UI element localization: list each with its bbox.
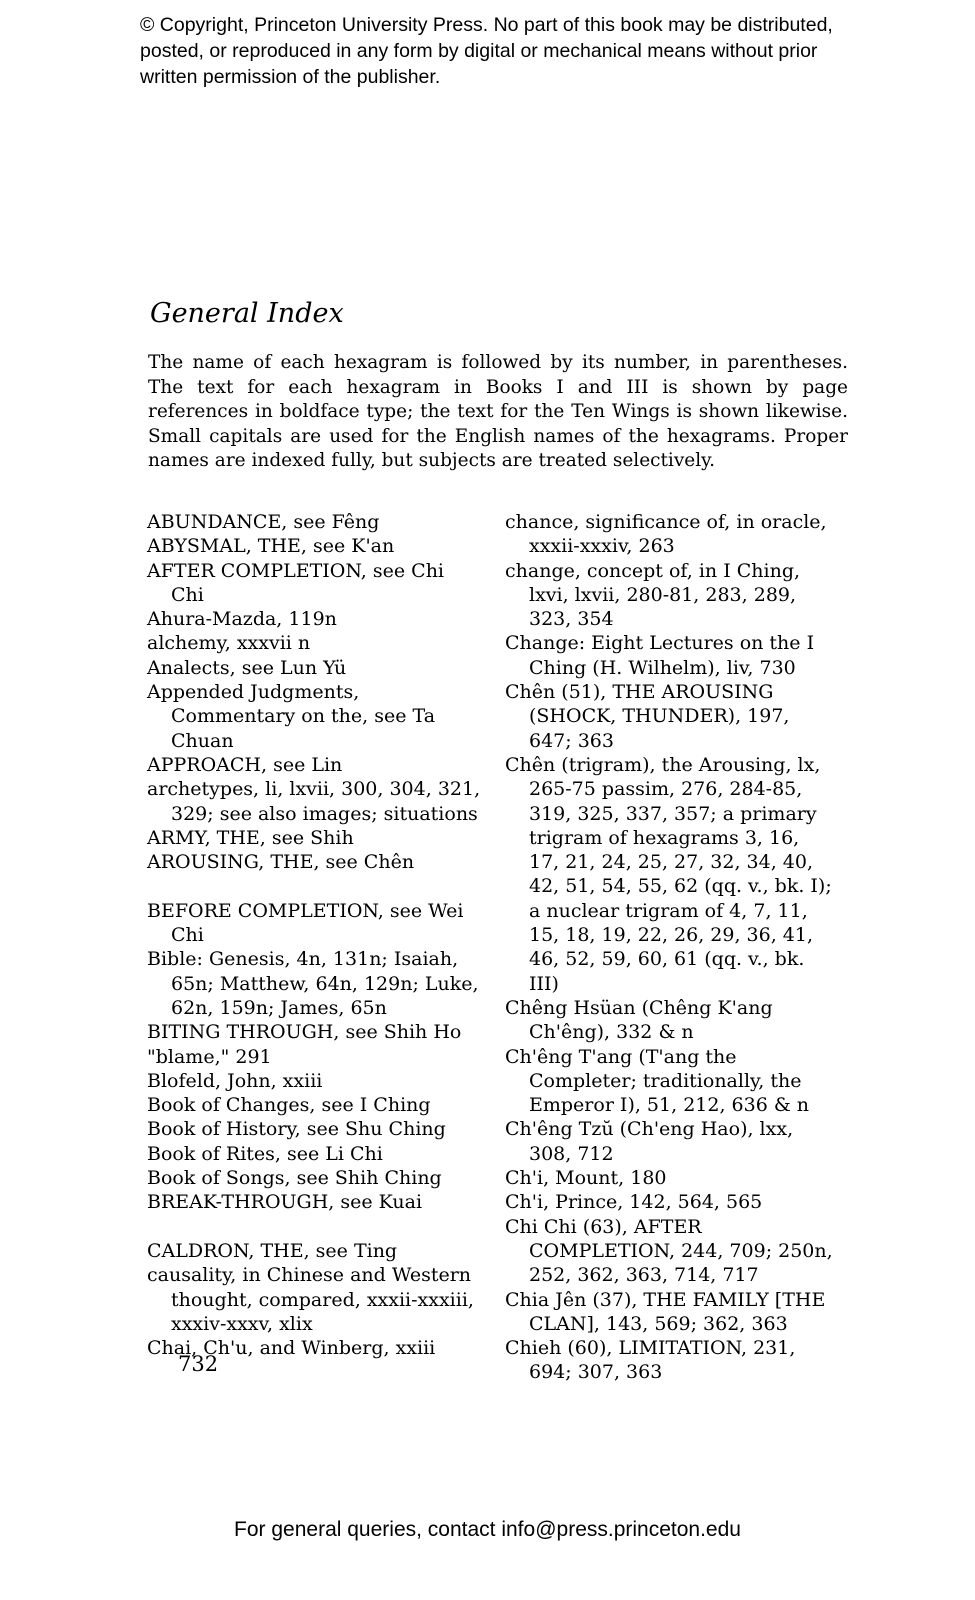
index-entry: Ch'êng T'ang (T'ang the Completer; traditionally, the Emperor I), 51, 212, 636 & n xyxy=(505,1045,810,1117)
index-entry: BITING THROUGH, see Shih Ho xyxy=(147,1021,462,1044)
index-entry: Change: Eight Lectures on the I Ching (H. Wilhelm), liv, 730 xyxy=(505,632,815,679)
index-entry: Ahura-Mazda, 119n xyxy=(147,608,337,631)
index-section-gap xyxy=(147,874,482,898)
index-entry: Ch'êng Tzŭ (Ch'eng Hao), lxx, 308, 712 xyxy=(505,1118,794,1165)
index-entry: causality, in Chinese and Western thought, compared, xxxii-xxxiii, xxxiv-xxxv, xlix xyxy=(147,1264,474,1335)
index-entry: AFTER COMPLETION, see Chi Chi xyxy=(147,559,445,606)
index-entry: Appended Judgments, Commentary on the, see Ta Chuan xyxy=(147,681,436,752)
index-entry: Book of Rites, see Li Chi xyxy=(147,1142,383,1165)
index-column-left xyxy=(147,510,482,1360)
index-entry: ARMY, THE, see Shih xyxy=(147,826,354,849)
copyright-notice: © Copyright, Princeton University Press. No part of this book may be distributed, posted, or reproduced in any form by digital or mechanical means without prior written permission of the publisher. xyxy=(140,14,833,88)
index-entry: "blame," 291 xyxy=(147,1045,272,1068)
index-entry: change, concept of, in I Ching, lxvi, lxvii, 280-81, 283, 289, 323, 354 xyxy=(505,559,801,631)
index-entry: BREAK-THROUGH, see Kuai xyxy=(147,1191,423,1214)
index-entry: BEFORE COMPLETION, see Wei Chi xyxy=(147,899,464,947)
index-entry: chance, significance of, in oracle, xxxii-xxxiv, 263 xyxy=(505,511,827,558)
index-column-right xyxy=(505,510,835,1385)
index-entry: Blofeld, John, xxiii xyxy=(147,1069,323,1092)
index-entry: Book of Songs, see Shih Ching xyxy=(147,1167,442,1190)
page-title: General Index xyxy=(150,298,344,329)
index-entry: Chêng Hsüan (Chêng K'ang Ch'êng), 332 & n xyxy=(505,996,773,1044)
footer-contact: For general queries, contact info@press.princeton.edu xyxy=(234,1518,741,1541)
index-entry: Chên (51), THE AROUSING (SHOCK, THUNDER), 197, 647; 363 xyxy=(505,681,790,752)
index-entry: ABYSMAL, THE, see K'an xyxy=(147,535,395,558)
index-entry: Ch'i, Prince, 142, 564, 565 xyxy=(505,1191,763,1214)
index-entry: Book of Changes, see I Ching xyxy=(147,1094,431,1117)
index-entry: ABUNDANCE, see Fêng xyxy=(147,511,380,533)
index-entry: APPROACH, see Lin xyxy=(147,753,343,776)
index-section-gap xyxy=(147,1215,482,1239)
index-entry: Chia Jên (37), THE FAMILY [THE CLAN], 143, 569; 362, 363 xyxy=(505,1288,826,1335)
index-entry: alchemy, xxxvii n xyxy=(147,632,311,655)
index-entry: Bible: Genesis, 4n, 131n; Isaiah, 65n; Matthew, 64n, 129n; Luke, 62n, 159n; James, 65n xyxy=(147,948,479,1019)
index-introduction: The name of each hexagram is followed by its number, in parentheses. The text for each hexagram in Books I and III is shown by page references in boldface type; the text for the Ten Wings is shown likewise. Small capitals are used for the English names of the hexagrams. Proper names are indexed fully, but subjects are treated selectively. xyxy=(148,352,848,471)
index-entry: Chai, Ch'u, and Winberg, xxiii xyxy=(147,1337,436,1360)
index-entry: Ch'i, Mount, 180 xyxy=(505,1167,667,1190)
page-number: 732 xyxy=(178,1352,219,1376)
index-entry: Book of History, see Shu Ching xyxy=(147,1118,446,1141)
index-entry: Chi Chi (63), AFTER COMPLETION, 244, 709; 250n, 252, 362, 363, 714, 717 xyxy=(505,1215,833,1287)
index-entry: Analects, see Lun Yü xyxy=(147,656,347,679)
index-entry: Chên (trigram), the Arousing, lx, 265-75 passim, 276, 284-85, 319, 325, 337, 357; a primary trigram of hexagrams 3, 16, 17, 21, 24, 25, 27, 32, 34, 40, 42, 51, 54, 55, 62 (qq. v., bk. I); a nuclear trigram of 4, 7, 11, 15, 18, 19, 22, 26, 29, 36, 41, 46, 52, 59, 60, 61 (qq. v., bk. III) xyxy=(505,753,832,995)
index-entry: CALDRON, THE, see Ting xyxy=(147,1239,398,1262)
index-entry: Chieh (60), LIMITATION, 231, 694; 307, 363 xyxy=(505,1337,796,1384)
index-entry: AROUSING, THE, see Chên xyxy=(147,851,415,874)
index-entry: archetypes, li, lxvii, 300, 304, 321, 329; see also images; situations xyxy=(147,778,481,825)
